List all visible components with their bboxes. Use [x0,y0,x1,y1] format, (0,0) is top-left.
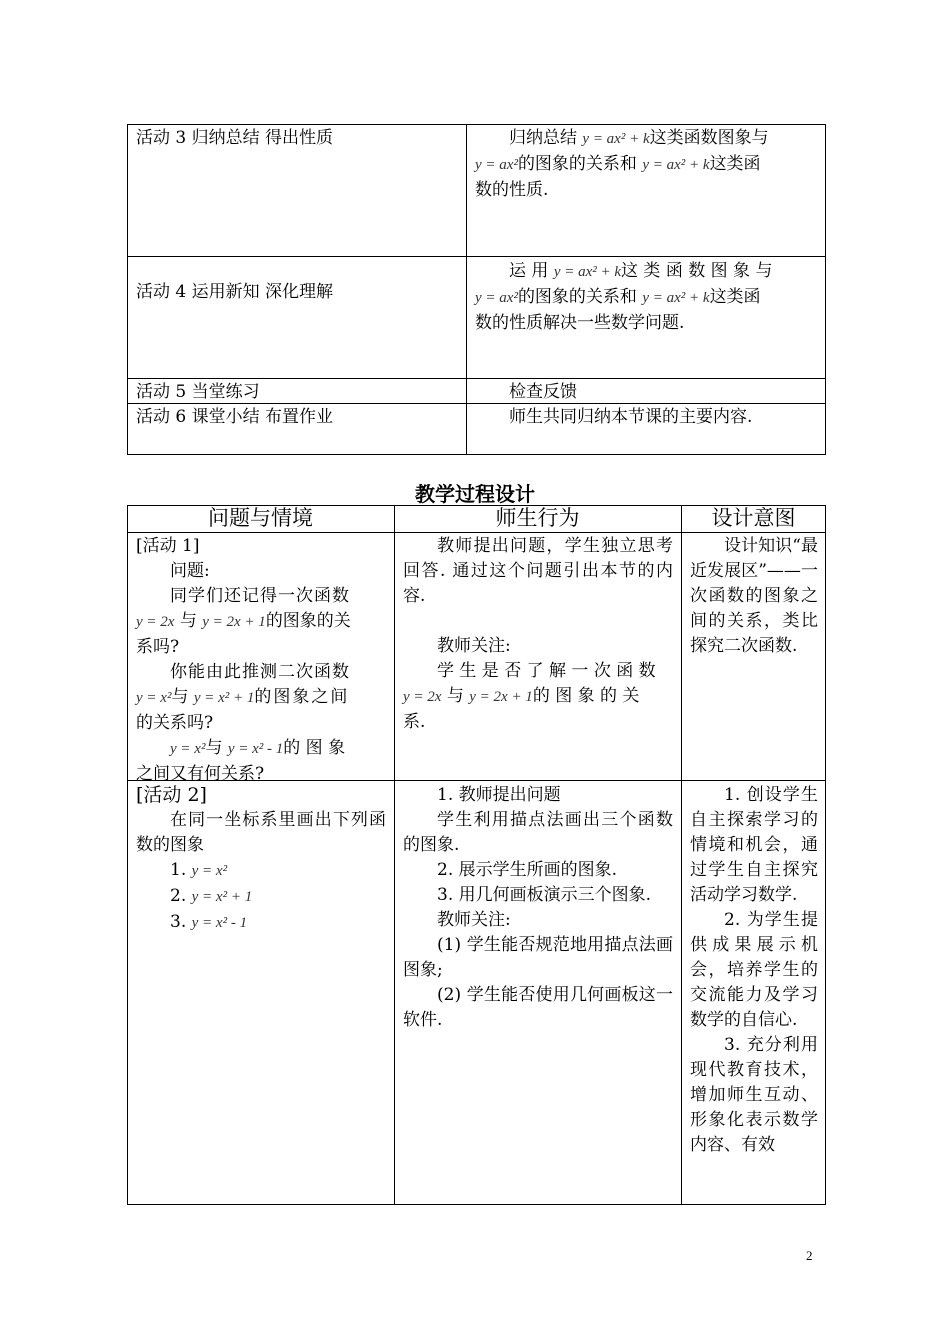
formula: y = 2x + 1 [469,689,533,705]
formula: y = 2x + 1 [202,614,266,630]
formula: y = x² [136,690,172,706]
activity-3-name: 活动 3 归纳总结 得出性质 [136,128,334,148]
formula: y = x² + 1 [191,889,253,905]
activity-1-intent: 设计知识“最近发展区”——一次函数的图象之间的关系，类比探究二次函数. [690,536,818,656]
activity-2-intent: 1. 创设学生自主探索学习的情境和机会，通过学生自主探究活动学习数学. 2. 为学生提供成果展示机会，培养学生的交流能力及学习数学的自信心. 3. 充分利用现代教育技术，增加师生互动、形象化表示数学内容、有效 [690,785,818,1155]
formula: y = ax² [475,290,518,306]
formula: y = ax² [475,157,518,173]
formula: y = x² - 1 [191,915,248,931]
formula: y = x² [191,863,228,879]
activity-1-teacher: 教师提出问题，学生独立思考回答. 通过这个问题引出本节的内容. 教师关注: 学 生 是 否 了 解 一 次 函 数 y = 2x 与 y = 2x + 1的 图 象 的 关 系. [403,536,673,732]
activity-4-name: 活动 4 运用新知 深化理解 [136,282,334,302]
activity-5-name: 活动 5 当堂练习 [136,382,260,402]
activity-4-desc: 运 用 y = ax² + k这 类 函 数 图 象 与 y = ax²的图象的关系和 y = ax² + k这类函 数的性质解决一些数学问题. [475,261,773,333]
header-teacher-student: 师生行为 [495,506,580,530]
activity-2-problem: [活动 2] 在同一坐标系里画出下列函数的图象 1. y = x² 2. y = x² + 1 3. y = x² - 1 [136,784,386,932]
activity-3-desc: 归纳总结 y = ax² + k这类函数图象与 y = ax²的图象的关系和 y = ax² + k这类函 数的性质. [475,128,769,200]
formula: y = 2x [136,614,175,630]
header-design-intent: 设计意图 [711,506,796,530]
activity-6-name: 活动 6 课堂小结 布置作业 [136,407,334,427]
section-title: 教学过程设计 [415,482,535,506]
page-number: 2 [806,1248,813,1263]
formula: y = ax² + k [553,264,622,280]
formula: y = x² [170,741,206,757]
formula: y = x² + 1 [193,690,255,706]
formula: y = x² - 1 [227,741,284,757]
activity-2-teacher: 1. 教师提出问题 学生利用描点法画出三个函数的图象. 2. 展示学生所画的图象. 3. 用几何画板演示三个图象. 教师关注: (1) 学生能否规范地用描点法画图象; (2) 学生能否使用几何画板这一软件. [403,785,673,1030]
formula: y = ax² + k [642,157,710,173]
activity-1-problem: [活动 1] 问题: 同学们还记得一次函数 y = 2x 与 y = 2x + 1的图象的关 系吗? 你能由此推测二次函数 y = x²与 y = x² + 1的图象之间 的关系吗? y = x²与 y = x² - 1的 图 象 之间又有何关系? [136,536,351,784]
formula: y = ax² + k [642,290,710,306]
formula: y = ax² + k [582,131,650,147]
header-problem-situation: 问题与情境 [208,506,313,530]
activity-6-desc: 师生共同归纳本节课的主要内容. [509,407,753,427]
formula: y = 2x [403,689,442,705]
activity-5-desc: 检查反馈 [509,382,577,402]
